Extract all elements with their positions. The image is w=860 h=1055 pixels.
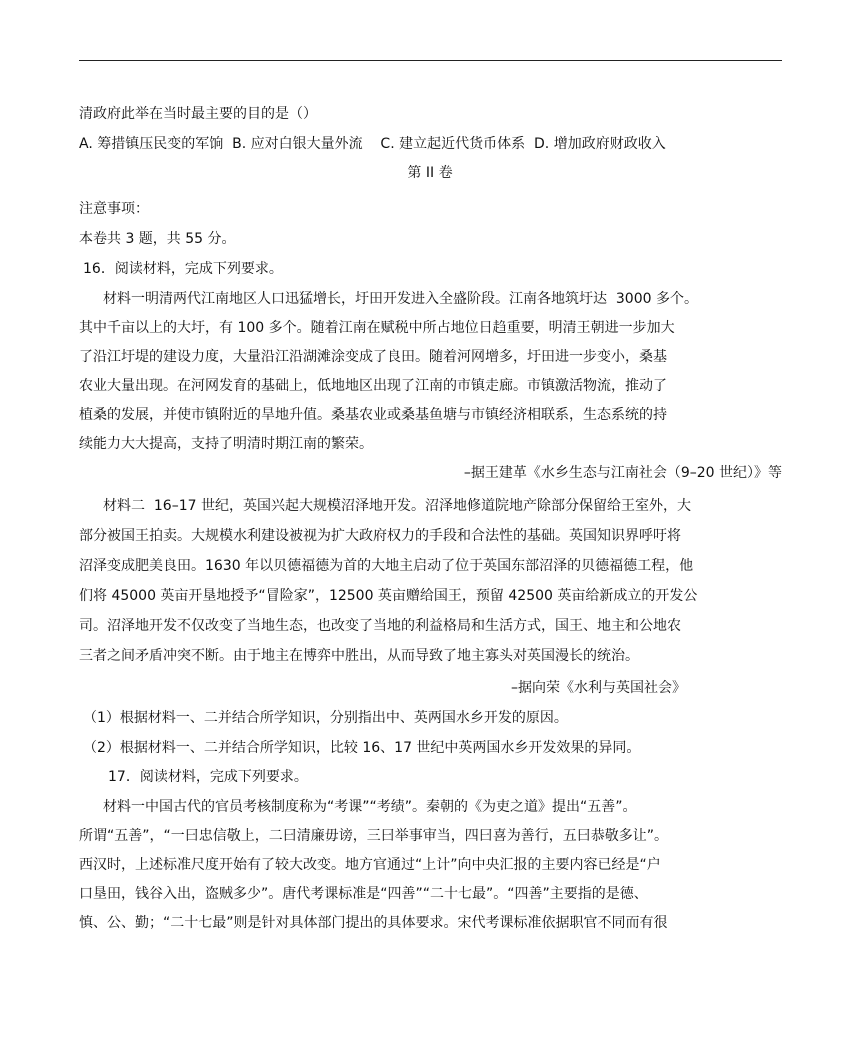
section-title: 第 II 卷 [407,165,453,181]
q16-stem: 16．阅读材料，完成下列要求。 [83,261,283,277]
q16-material1-line: 农业大量出现。在河网发育的基础上，低地地区出现了江南的市镇走廊。市镇激活物流，推动了 [79,378,667,394]
q16-material2-line: 沼泽变成肥美良田。1630 年以贝德福德为首的大地主启动了位于英国东部沼泽的贝德福德工程，他 [79,558,694,574]
q16-requirement-1: （1）根据材料一、二并结合所学知识，分别指出中、英两国水乡开发的原因。 [83,710,568,726]
q15-stem: 清政府此举在当时最主要的目的是（） [79,106,317,122]
q16-material2-line: 部分被国王拍卖。大规模水利建设被视为扩大政府权力的手段和合法性的基础。英国知识界呼吁将 [79,528,681,544]
q16-material2-line: 材料二 16–17 世纪，英国兴起大规模沼泽地开发。沼泽地修道院地产除部分保留给王室外，大 [103,498,691,514]
q16-material2-line: 三者之间矛盾冲突不断。由于地主在博弈中胜出，从而导致了地主寡头对英国漫长的统治。 [79,648,639,664]
q17-material1-line: 西汉时，上述标准尺度开始有了较大改变。地方官通过“上计”向中央汇报的主要内容已经是“户 [79,857,661,873]
q16-material1-line: 了沿江圩堤的建设力度，大量沿江沿湖滩涂变成了良田。随着河网增多，圩田进一步变小，桑基 [79,349,667,365]
q16-material1-line: 续能力大大提高，支持了明清时期江南的繁荣。 [79,436,373,452]
q17-material1-line: 所谓“五善”，“一曰忠信敬上，二曰清廉毋谤，三曰举事审当，四曰喜为善行，五曰恭敬多让”。 [79,828,669,844]
q16-material1-line: 植桑的发展，并使市镇附近的旱地升值。桑基农业或桑基鱼塘与市镇经济相联系，生态系统的持 [79,407,667,423]
q16-material1-line: 材料一明清两代江南地区人口迅猛增长，圩田开发进入全盛阶段。江南各地筑圩达 3000 多个。 [103,291,698,307]
header-rule [79,60,782,61]
q16-source1: –据王建革《水乡生态与江南社会（9–20 世纪）》等 [463,465,782,481]
q17-material1-line: 慎、公、勤；“二十七最”则是针对具体部门提出的具体要求。宋代考课标准依据职官不同而有很 [79,915,668,931]
q16-material2-line: 们将 45000 英亩开垦地授予“冒险家”，12500 英亩赠给国王，预留 42500 英亩给新成立的开发公 [79,588,698,604]
notice-text: 本卷共 3 题，共 55 分。 [79,231,236,247]
notice-title: 注意事项： [79,201,149,217]
q16-requirement-2: （2）根据材料一、二并结合所学知识，比较 16、17 世纪中英两国水乡开发效果的异同。 [83,740,641,756]
q16-source2: –据向荣《水利与英国社会》 [511,680,686,696]
q15-options: A. 筹措镇压民变的军饷 B. 应对白银大量外流 C. 建立起近代货币体系 D. 增加政府财政收入 [79,136,666,152]
q17-material1-line: 材料一中国古代的官员考核制度称为“考课”“考绩”。秦朝的《为吏之道》提出“五善”。 [103,799,637,815]
q16-material1-line: 其中千亩以上的大圩，有 100 多个。随着江南在赋税中所占地位日趋重要，明清王朝进一步加大 [79,320,675,336]
q17-material1-line: 口垦田，钱谷入出，盗贼多少”。唐代考课标准是“四善”“二十七最”。“四善”主要指的是德、 [79,886,648,902]
q16-material2-line: 司。沼泽地开发不仅改变了当地生态，也改变了当地的利益格局和生活方式，国王、地主和公地农 [79,618,681,634]
q17-stem: 17．阅读材料，完成下列要求。 [108,769,308,785]
